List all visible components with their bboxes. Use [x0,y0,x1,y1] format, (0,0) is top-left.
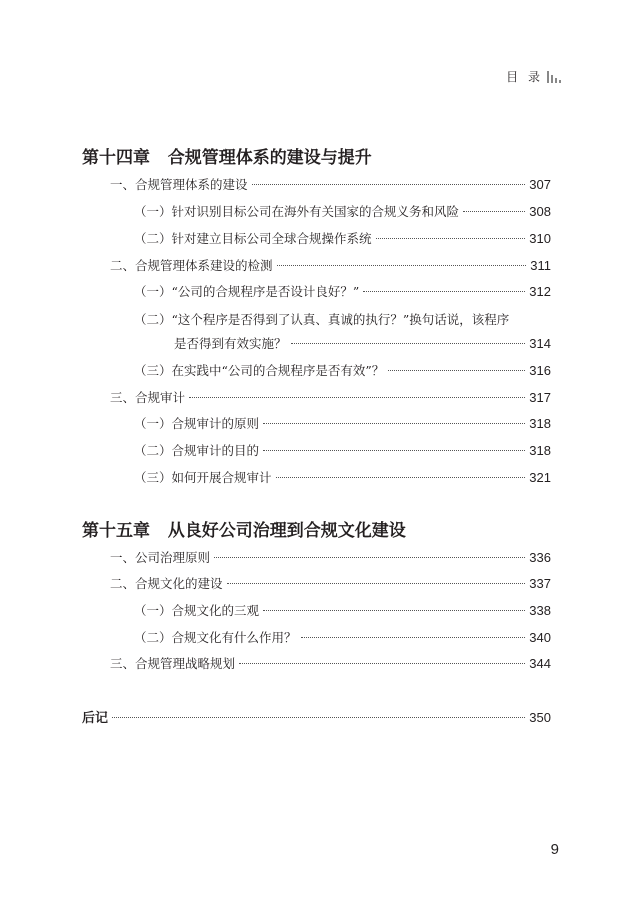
dot-leader [239,663,525,664]
chapter-15-title[interactable]: 第十五章 从良好公司治理到合规文化建设 [82,521,406,541]
dot-leader [252,184,526,185]
dot-leader [189,397,525,398]
dot-leader [263,610,525,611]
toc-entry[interactable]: （一）“公司的合规程序是否设计良好？” 312 [134,284,551,299]
toc-entry[interactable]: 二、合规文化的建设 337 [110,576,551,591]
dot-leader [112,717,525,718]
dot-leader [277,265,527,266]
toc-entry-continuation[interactable]: 是否得到有效实施？ 314 [174,336,551,351]
toc-entry[interactable]: （二）针对建立目标公司全球合规操作系统 310 [134,231,551,246]
toc-entry-afterword[interactable]: 后记 350 [82,710,551,726]
toc-entry[interactable]: 三、合规审计 317 [110,390,551,405]
dot-leader [276,477,526,478]
toc-entry[interactable]: 一、公司治理原则 336 [110,550,551,565]
dot-leader [363,291,525,292]
dot-leader [291,343,526,344]
dot-leader [388,370,525,371]
toc-entry[interactable]: （三）在实践中“公司的合规程序是否有效”？ 316 [134,363,551,378]
toc-entry[interactable]: （二）合规审计的目的 318 [134,443,551,458]
dot-leader [301,637,526,638]
dot-leader [214,557,525,558]
dot-leader [376,238,526,239]
toc-entry[interactable]: （三）如何开展合规审计 321 [134,470,551,485]
dot-leader [463,211,525,212]
toc-entry[interactable]: 二、合规管理体系建设的检测 311 [110,258,551,273]
dot-leader [263,450,525,451]
toc-entry[interactable]: 三、合规管理战略规划 344 [110,656,551,671]
toc-entry[interactable]: （一）合规审计的原则 318 [134,416,551,431]
toc-entry[interactable]: （二）合规文化有什么作用？ 340 [134,630,551,645]
toc-entry[interactable]: 一、合规管理体系的建设 307 [110,177,551,192]
dot-leader [263,423,525,424]
toc-entry[interactable]: （一）针对识别目标公司在海外有关国家的合规义务和风险 308 [134,204,551,219]
chapter-14-title[interactable]: 第十四章 合规管理体系的建设与提升 [82,148,372,168]
toc-entry-line1[interactable]: （二）“这个程序是否得到了认真、真诚的执行？”换句话说，该程序 [134,312,510,327]
page-number: 9 [550,841,559,858]
bars-icon [547,71,561,83]
toc-entry[interactable]: （一）合规文化的三观 338 [134,603,551,618]
header-title: 目 录 [506,70,543,84]
running-header [506,68,561,85]
dot-leader [227,583,526,584]
